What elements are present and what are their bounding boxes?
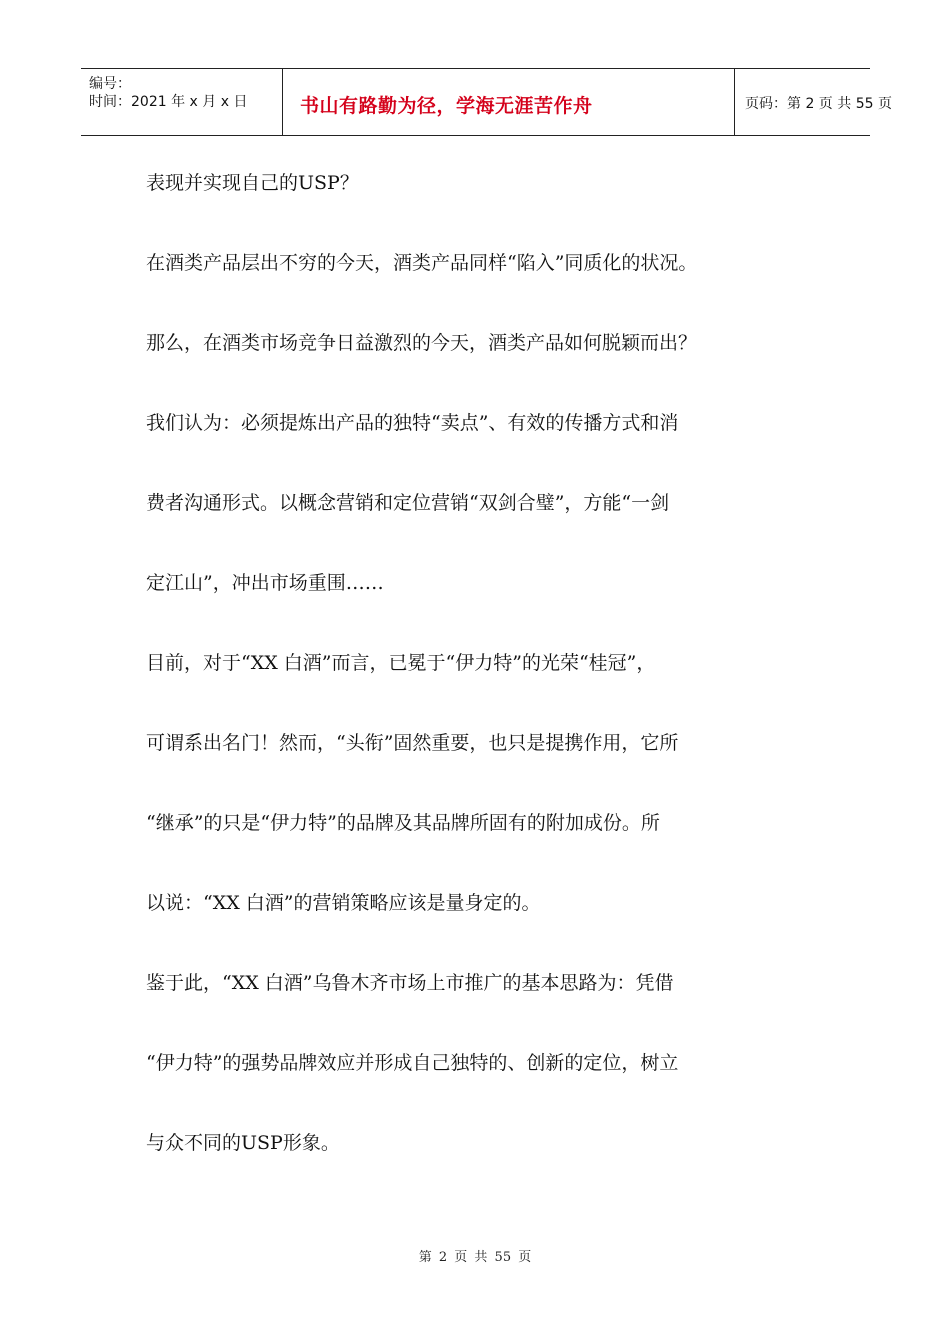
body-line: 费者沟通形式。以概念营销和定位营销“双剑合璧”，方能“一剑 [146, 492, 670, 514]
document-body [146, 173, 816, 1213]
document-time-label: 时间：2021 年 x 月 x 日 [89, 94, 248, 110]
body-line: 表现并实现自己的USP？ [146, 172, 359, 194]
header-page-code: 页码：第 2 页 共 55 页 [745, 96, 892, 112]
body-line: 那么，在酒类市场竞争日益激烈的今天，酒类产品如何脱颖而出？ [146, 332, 698, 354]
header-motto: 书山有路勤为径，学海无涯苦作舟 [300, 95, 593, 117]
page-footer: 第 2 页 共 55 页 [418, 1250, 532, 1265]
document-number-label: 编号： [89, 76, 131, 92]
body-line: 与众不同的USP形象。 [146, 1132, 340, 1154]
body-line: 鉴于此，“XX 白酒”乌鲁木齐市场上市推广的基本思路为：凭借 [146, 972, 674, 994]
body-line: 在酒类产品层出不穷的今天，酒类产品同样“陷入”同质化的状况。 [146, 252, 698, 274]
header-page-cell [735, 69, 892, 135]
body-line: 目前，对于“XX 白酒”而言，已冕于“伊力特”的光荣“桂冠”， [146, 652, 656, 674]
header-motto-cell [282, 69, 735, 135]
body-line: 我们认为：必须提炼出产品的独特“卖点”、有效的传播方式和消 [146, 412, 679, 434]
body-line: 定江山”，冲出市场重围…… [146, 572, 384, 594]
body-line: “伊力特”的强势品牌效应并形成自己独特的、创新的定位，树立 [146, 1052, 679, 1074]
body-line: 可谓系出名门！然而，“头衔”固然重要，也只是提携作用，它所 [146, 732, 679, 754]
body-line: 以说：“XX 白酒”的营销策略应该是量身定的。 [146, 892, 541, 914]
body-line: “继承”的只是“伊力特”的品牌及其品牌所固有的附加成份。所 [146, 812, 660, 834]
header-meta-cell [81, 69, 283, 135]
page-header [81, 68, 892, 136]
